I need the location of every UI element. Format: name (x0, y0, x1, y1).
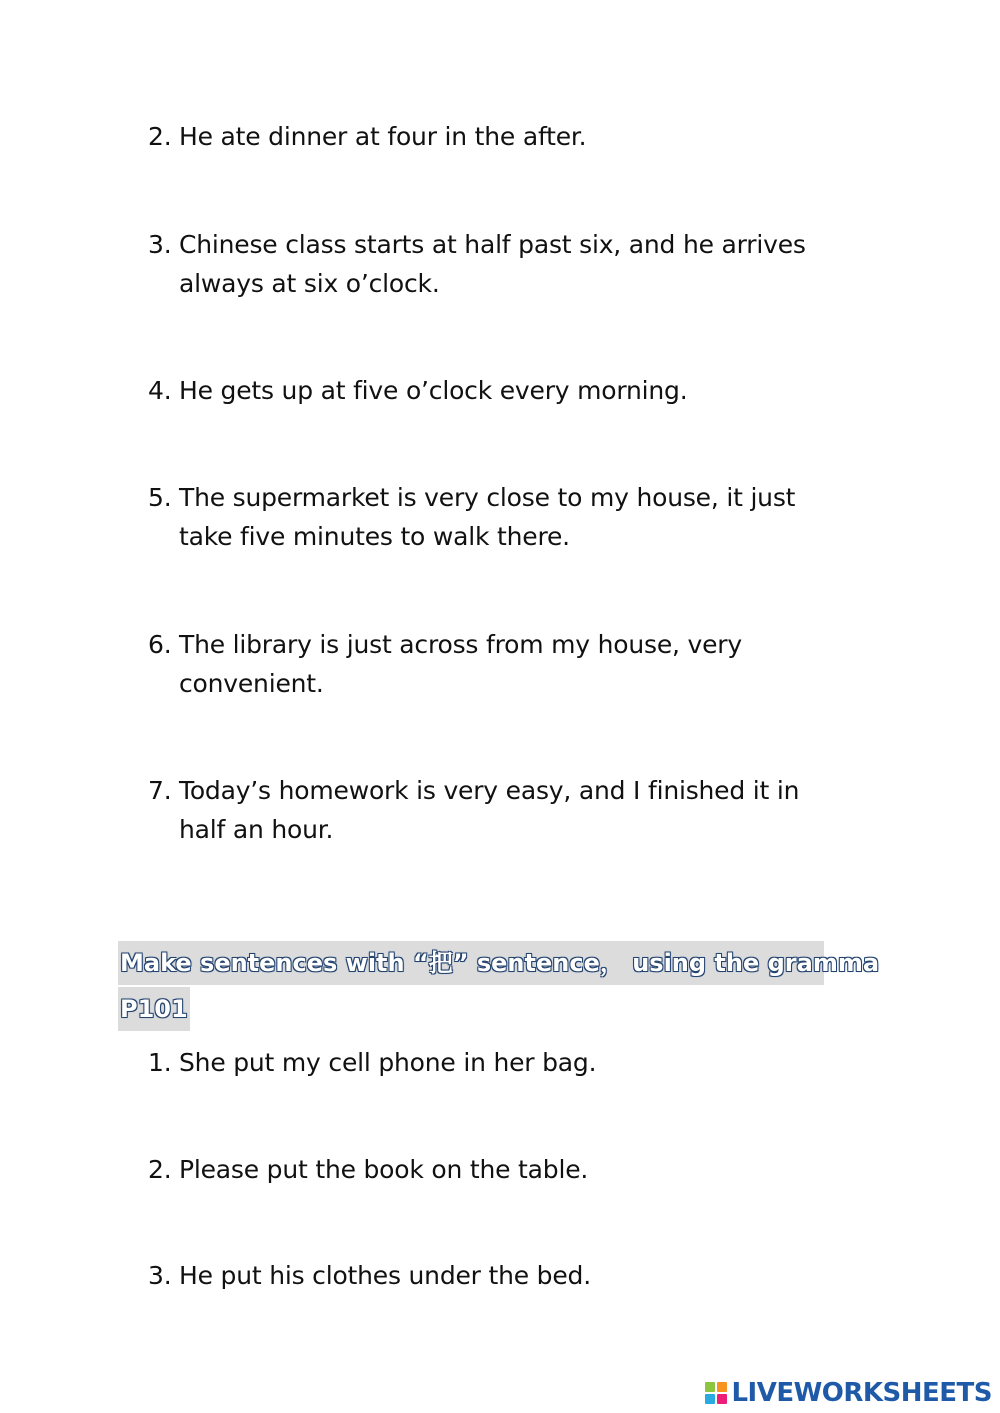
logo-square-icon (717, 1394, 727, 1404)
list-item (148, 625, 748, 703)
item-text: He put his clothes under the bed. (179, 1261, 591, 1290)
section-heading-line1: Make sentences with “把” sentence， using the gramma (118, 941, 824, 985)
section-heading-line2: P101 (118, 987, 190, 1031)
item-text: Chinese class starts at half past six, and he arrives always at six o’clock. (179, 230, 806, 298)
list-item (148, 1150, 888, 1189)
logo-square-icon (717, 1382, 727, 1392)
item-text: Please put the book on the table. (179, 1155, 589, 1184)
section-heading (118, 941, 880, 1031)
logo-text: LIVEWORKSHEETS (731, 1378, 992, 1408)
logo-square-icon (705, 1394, 715, 1404)
item-text: She put my cell phone in her bag. (179, 1048, 597, 1077)
item-number: 1. (148, 1048, 172, 1077)
list-item (148, 1043, 888, 1082)
liveworksheets-logo[interactable] (705, 1378, 992, 1408)
list-item (148, 371, 888, 410)
item-text: The supermarket is very close to my house, it just take five minutes to walk there. (179, 483, 796, 551)
item-text: Today’s homework is very easy, and I finished it in half an hour. (179, 776, 800, 844)
list-item (148, 225, 893, 303)
item-number: 2. (148, 122, 172, 151)
item-text: He ate dinner at four in the after. (179, 122, 587, 151)
item-number: 3. (148, 1261, 172, 1290)
item-number: 5. (148, 483, 172, 512)
list-item (148, 117, 888, 156)
logo-mark-icon (705, 1382, 727, 1404)
item-number: 4. (148, 376, 172, 405)
item-text: He gets up at five o’clock every morning. (179, 376, 688, 405)
item-number: 2. (148, 1155, 172, 1184)
logo-square-icon (705, 1382, 715, 1392)
item-number: 6. (148, 630, 172, 659)
item-number: 3. (148, 230, 172, 259)
list-item (148, 1256, 888, 1295)
list-item (148, 478, 853, 556)
item-text: The library is just across from my house, very convenient. (179, 630, 742, 698)
list-item (148, 771, 853, 849)
item-number: 7. (148, 776, 172, 805)
